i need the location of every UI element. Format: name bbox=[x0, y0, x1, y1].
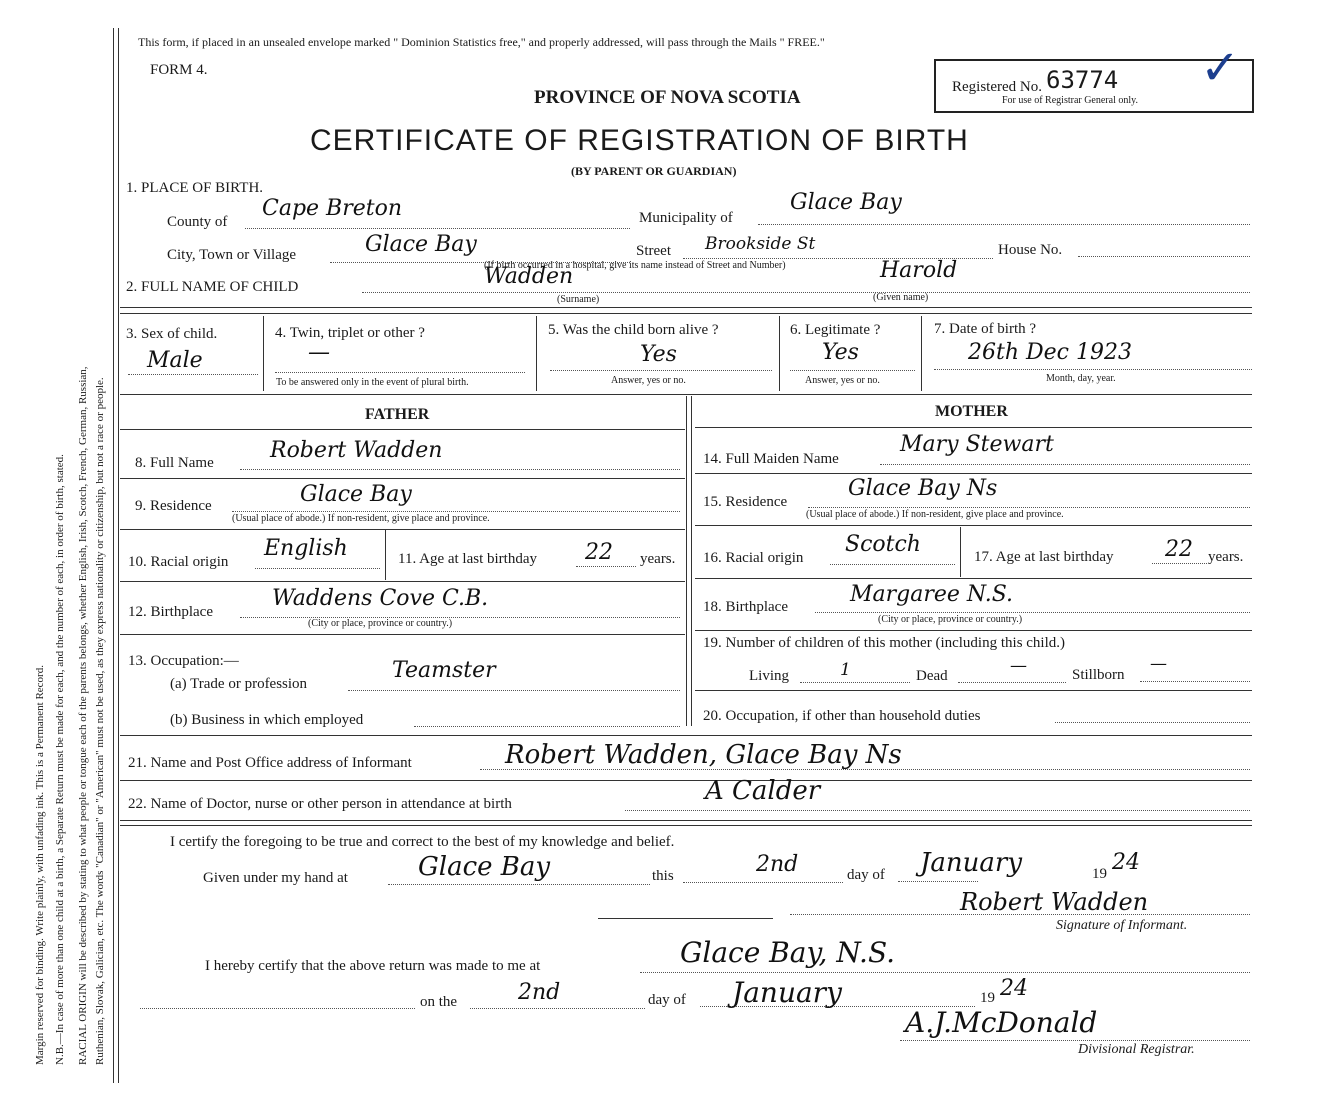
alive-value: Yes bbox=[640, 342, 677, 367]
margin-note-binding: Margin reserved for binding. Write plainly, with unfading ink. This is a Permanent Record. bbox=[34, 665, 46, 1065]
doctor-label: 22. Name of Doctor, nurse or other person in attendance at birth bbox=[128, 796, 512, 812]
binding-line bbox=[113, 28, 114, 1083]
father-residence-label: 9. Residence bbox=[135, 498, 212, 514]
father-birthplace-value: Waddens Cove C.B. bbox=[272, 586, 489, 611]
certificate-subtitle: (BY PARENT OR GUARDIAN) bbox=[571, 164, 737, 178]
binding-line-inner bbox=[118, 28, 119, 1083]
mother-birthplace-note: (City or place, province or country.) bbox=[878, 614, 1023, 625]
dob-note: Month, day, year. bbox=[1046, 373, 1116, 384]
sex-value: Male bbox=[147, 348, 203, 373]
place-of-birth-heading: 1. PLACE OF BIRTH. bbox=[126, 180, 264, 196]
mother-residence-label: 15. Residence bbox=[703, 494, 788, 510]
street-label: Street bbox=[636, 243, 671, 259]
city-label: City, Town or Village bbox=[167, 247, 297, 263]
mother-name-label: 14. Full Maiden Name bbox=[703, 451, 839, 467]
hospital-note: (If birth occurred in a hospital, give its name instead of Street and Number) bbox=[484, 260, 786, 271]
margin-note-racial-origin: RACIAL ORIGIN will be described by stating to what people or tongue each of the parents belongs, whether English, Irish, Scotch, French, German, Russian, bbox=[77, 366, 89, 1065]
legitimate-note: Answer, yes or no. bbox=[805, 375, 880, 386]
father-residence-value: Glace Bay bbox=[300, 482, 412, 507]
mother-birthplace-label: 18. Birthplace bbox=[703, 599, 788, 615]
surname-caption: (Surname) bbox=[557, 294, 600, 305]
municipality-value: Glace Bay bbox=[790, 190, 902, 215]
dob-label: 7. Date of birth ? bbox=[934, 321, 1037, 337]
mother-age-label: 17. Age at last birthday bbox=[974, 549, 1114, 565]
father-age-value: 22 bbox=[585, 540, 613, 565]
given-month-value: January bbox=[920, 848, 1023, 878]
street-value: Brookside St bbox=[705, 234, 816, 254]
informant-value: Robert Wadden, Glace Bay Ns bbox=[505, 740, 902, 770]
father-name-value: Robert Wadden bbox=[270, 438, 443, 463]
county-value: Cape Breton bbox=[262, 196, 403, 221]
given-place-value: Glace Bay bbox=[418, 852, 551, 882]
mail-notice: This form, if placed in an unsealed envelope marked " Dominion Statistics free," and properly addressed, will pass through the Mails " FREE." bbox=[138, 35, 825, 49]
registrar-only-note: For use of Registrar General only. bbox=[1002, 95, 1138, 106]
house-number-label: House No. bbox=[998, 242, 1063, 258]
father-birthplace-note: (City or place, province or country.) bbox=[308, 618, 453, 629]
doctor-value: A Calder bbox=[705, 776, 821, 806]
this-label: this bbox=[652, 868, 674, 884]
mother-heading: MOTHER bbox=[935, 403, 1008, 420]
child-given-name: Harold bbox=[880, 258, 958, 283]
given-year-value: 24 bbox=[1112, 850, 1140, 875]
registrar-day-value: 2nd bbox=[518, 980, 561, 1005]
city-value: Glace Bay bbox=[365, 232, 477, 257]
stillborn-label: Stillborn bbox=[1072, 667, 1125, 683]
mother-birthplace-value: Margaree N.S. bbox=[850, 582, 1014, 607]
registrar-year-prefix: 19 bbox=[980, 990, 995, 1006]
dead-label: Dead bbox=[916, 668, 948, 684]
on-the-label: on the bbox=[420, 994, 458, 1010]
sex-label: 3. Sex of child. bbox=[126, 326, 218, 342]
margin-note-multiple-births: N.B.—In case of more than one child at a birth, a Separate Return must be made for each, and the number of each, in order of birth, stated. bbox=[54, 454, 66, 1065]
alive-label: 5. Was the child born alive ? bbox=[548, 322, 719, 338]
informant-label: 21. Name and Post Office address of Informant bbox=[128, 755, 412, 771]
registered-label: Registered No. bbox=[952, 79, 1042, 95]
mother-children-label: 19. Number of children of this mother (including this child.) bbox=[703, 635, 1066, 651]
certificate-title: CERTIFICATE OF REGISTRATION OF BIRTH bbox=[310, 124, 969, 157]
registrar-day-of-label: day of bbox=[648, 992, 686, 1008]
legitimate-value: Yes bbox=[822, 340, 859, 365]
twin-label: 4. Twin, triplet or other ? bbox=[275, 325, 425, 341]
given-under-label: Given under my hand at bbox=[203, 870, 348, 886]
father-racial-label: 10. Racial origin bbox=[128, 554, 229, 570]
father-heading: FATHER bbox=[365, 406, 430, 423]
father-name-label: 8. Full Name bbox=[135, 455, 214, 471]
twin-value: — bbox=[308, 340, 330, 365]
registrar-place-value: Glace Bay, N.S. bbox=[680, 936, 896, 969]
father-residence-note: (Usual place of abode.) If non-resident, give place and province. bbox=[232, 513, 490, 524]
registrar-year-value: 24 bbox=[1000, 976, 1028, 1001]
living-label: Living bbox=[749, 668, 789, 684]
registrar-signature: A.J.McDonald bbox=[905, 1006, 1098, 1039]
child-name-label: 2. FULL NAME OF CHILD bbox=[126, 279, 299, 295]
mother-age-value: 22 bbox=[1165, 537, 1193, 562]
blue-check-mark: ✓ bbox=[1200, 42, 1241, 95]
child-surname: Wadden bbox=[484, 264, 574, 289]
form-number: FORM 4. bbox=[150, 62, 208, 78]
mother-residence-value: Glace Bay Ns bbox=[848, 476, 998, 501]
certify-statement: I certify the foregoing to be true and correct to the best of my knowledge and belief. bbox=[170, 834, 675, 850]
dead-value: — bbox=[1010, 656, 1027, 676]
dob-value: 26th Dec 1923 bbox=[968, 340, 1132, 365]
informant-signature-caption: Signature of Informant. bbox=[1056, 918, 1188, 933]
mother-years: years. bbox=[1208, 549, 1244, 565]
father-birthplace-label: 12. Birthplace bbox=[128, 604, 213, 620]
mother-name-value: Mary Stewart bbox=[900, 432, 1054, 457]
mother-residence-note: (Usual place of abode.) If non-resident, give place and province. bbox=[806, 509, 1064, 520]
mother-racial-value: Scotch bbox=[845, 532, 921, 557]
municipality-label: Municipality of bbox=[639, 210, 733, 226]
father-occupation-label: 13. Occupation:— bbox=[128, 653, 239, 669]
informant-signature: Robert Wadden bbox=[960, 888, 1149, 916]
father-trade-label: (a) Trade or profession bbox=[170, 676, 308, 692]
given-name-caption: (Given name) bbox=[873, 292, 929, 303]
father-years: years. bbox=[640, 551, 676, 567]
legitimate-label: 6. Legitimate ? bbox=[790, 322, 881, 338]
twin-note: To be answered only in the event of plural birth. bbox=[276, 377, 469, 388]
registered-number: 63774 bbox=[1046, 66, 1119, 94]
father-trade-value: Teamster bbox=[392, 658, 496, 683]
father-racial-value: English bbox=[264, 536, 348, 561]
registrar-statement: I hereby certify that the above return was made to me at bbox=[205, 958, 541, 974]
stillborn-value: — bbox=[1150, 654, 1167, 674]
mother-racial-label: 16. Racial origin bbox=[703, 550, 804, 566]
county-label: County of bbox=[167, 214, 228, 230]
province-heading: PROVINCE OF NOVA SCOTIA bbox=[534, 87, 801, 108]
given-year-prefix: 19 bbox=[1092, 866, 1107, 882]
registrar-signature-caption: Divisional Registrar. bbox=[1078, 1042, 1195, 1057]
father-age-label: 11. Age at last birthday bbox=[398, 551, 537, 567]
alive-note: Answer, yes or no. bbox=[611, 375, 686, 386]
day-of-label: day of bbox=[847, 867, 885, 883]
given-day-value: 2nd bbox=[756, 852, 799, 877]
father-business-label: (b) Business in which employed bbox=[170, 712, 364, 728]
mother-occupation-label: 20. Occupation, if other than household duties bbox=[703, 708, 981, 724]
margin-note-racial-origin-cont: Ruthenian, Slovak, Galician, etc. The words "Canadian" or "American" must not be used, as they express nationality or citizenship, but not a race or people. bbox=[94, 377, 106, 1065]
registrar-month-value: January bbox=[732, 976, 842, 1009]
living-value: 1 bbox=[840, 660, 851, 680]
